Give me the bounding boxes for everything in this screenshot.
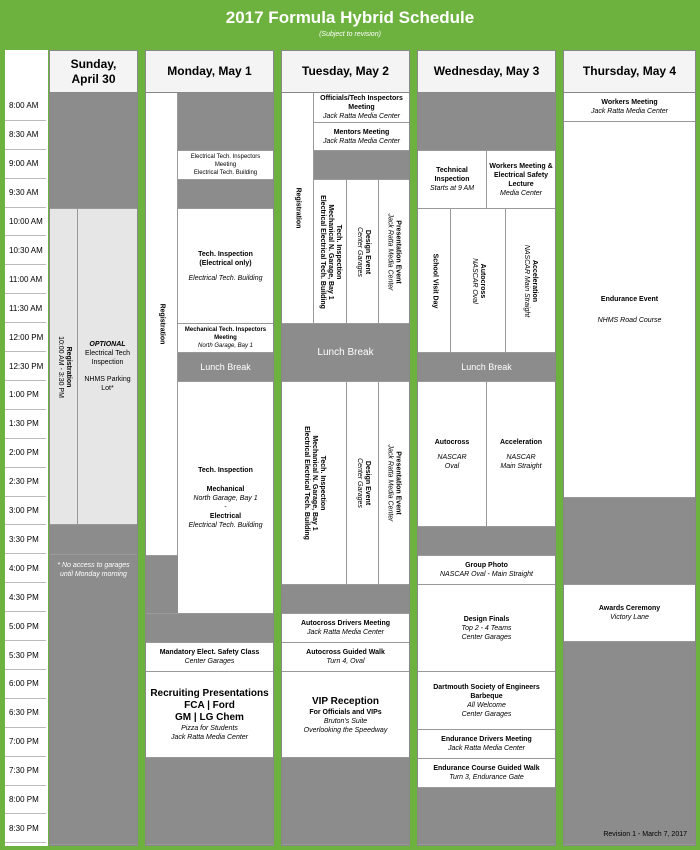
awards-ceremony [564, 585, 695, 642]
time-label: 10:00 AM [5, 208, 46, 237]
unscheduled-block [282, 758, 409, 845]
event-title: Recruiting Presentations [150, 687, 269, 699]
design-event-pm [347, 382, 379, 585]
event-location: Jack Ratta Media Center [590, 108, 669, 115]
event-subtitle: (Electrical only) [199, 259, 252, 267]
time-label: 12:30 PM [5, 352, 46, 381]
event-title: Workers Meeting & Electrical Safety Lecture [489, 162, 553, 188]
registration-block [282, 93, 314, 324]
lunch-break [418, 353, 555, 382]
time-label: 11:30 AM [5, 294, 46, 323]
revision-note: Revision 1 - March 7, 2017 [603, 831, 687, 838]
day-header-tuesday: Tuesday, May 2 [282, 51, 409, 93]
lunch-break [178, 353, 273, 382]
page-title: 2017 Formula Hybrid Schedule [225, 8, 475, 27]
registration-label: Registration [158, 303, 166, 345]
time-label: 7:30 PM [5, 757, 46, 786]
tech-inspection-pm [282, 382, 347, 585]
unscheduled-block [178, 93, 273, 151]
event-title: Officials/Tech Inspectors Meeting [320, 95, 403, 111]
time-label: 1:30 PM [5, 410, 46, 439]
event-location: Jack Ratta Media Center [170, 733, 249, 741]
event-location-detail: Oval [444, 462, 460, 470]
event-location: Victory Lane [610, 614, 649, 621]
time-label: 4:30 PM [5, 583, 46, 612]
event-title: Presentation Event [395, 219, 403, 284]
unscheduled-block [314, 151, 409, 180]
acceleration-pm [487, 382, 555, 527]
acceleration-am [506, 209, 555, 353]
unscheduled-block [564, 642, 695, 845]
event-subtitle: Top 2 - 4 Teams [461, 624, 512, 632]
garage-note: * No access to garages until Monday morning [57, 562, 130, 578]
workers-meeting-lecture [487, 151, 555, 209]
time-label: 1:00 PM [5, 381, 46, 410]
event-location: Turn 3, Endurance Gate [449, 774, 524, 781]
vip-reception [282, 672, 409, 758]
lunch-break [282, 324, 409, 382]
time-label: 3:00 PM [5, 497, 46, 526]
electrical-label: Electrical Electrical Tech. Building [319, 194, 327, 309]
mechanical-location: North Garage, Bay 1 [193, 494, 258, 502]
event-note: Pizza for Students [181, 724, 238, 732]
day-header-sunday: Sunday, April 30 [50, 51, 137, 93]
time-label: 3:30 PM [5, 526, 46, 555]
event-title: Mandatory Elect. Safety Class [159, 649, 260, 656]
unscheduled-block [418, 788, 555, 845]
event-location: NHMS Road Course [597, 316, 662, 324]
event-location: Jack Ratta Media Center [306, 629, 385, 636]
page-subtitle: (Subject to revision) [319, 31, 381, 38]
mech-inspectors-meeting [178, 324, 273, 353]
unscheduled-block [146, 556, 178, 614]
event-subtitle: All Welcome [467, 701, 506, 709]
unscheduled-block [50, 93, 137, 209]
endurance-event [564, 122, 695, 498]
time-label: 4:00 PM [5, 554, 46, 583]
lunch-label: Lunch Break [317, 347, 374, 358]
time-label: 8:00 PM [5, 786, 46, 815]
tech-inspection-electrical [178, 209, 273, 324]
unscheduled-block [418, 527, 555, 556]
unscheduled-block [178, 180, 273, 209]
day-header-wednesday: Wednesday, May 3 [418, 51, 555, 93]
time-label: 6:00 PM [5, 670, 46, 699]
time-label: 8:30 PM [5, 815, 46, 844]
event-location: NASCAR [437, 453, 467, 461]
lunch-label: Lunch Break [200, 361, 251, 372]
lunch-label: Lunch Break [461, 361, 512, 372]
event-title: Autocross [434, 438, 470, 446]
meeting-title: Mechanical Tech. Inspectors Meeting [184, 327, 267, 341]
event-location: Jack Ratta Media Center [387, 444, 395, 522]
event-title: Tech. Inspection [335, 224, 343, 279]
optional-tech-block [78, 209, 137, 525]
unscheduled-block [146, 614, 273, 643]
time-label: 12:00 PM [5, 323, 46, 352]
event-location: NASCAR Main Straight [523, 244, 531, 317]
location-label: NHMS Parking Lot* [84, 376, 131, 392]
time-label: 10:30 AM [5, 237, 46, 266]
time-label: 7:00 PM [5, 728, 46, 757]
event-title: Autocross Drivers Meeting [300, 620, 391, 627]
event-location: Media Center [499, 189, 543, 197]
event-title: Design Event [363, 229, 371, 274]
event-title: Mentors Meeting [333, 128, 390, 136]
event-location: Jack Ratta Media Center [322, 137, 401, 145]
unscheduled-block [418, 93, 555, 151]
electrical-label: Electrical Electrical Tech. Building [303, 426, 311, 540]
presentation-event-am [379, 180, 409, 324]
day-column-sunday [49, 50, 138, 846]
time-column [5, 50, 48, 846]
day-column-thursday [563, 50, 696, 846]
event-location: Electrical Tech. Building [188, 274, 263, 282]
event-title: Acceleration [499, 438, 543, 446]
time-label: 9:30 AM [5, 179, 46, 208]
event-title: Group Photo [465, 562, 508, 569]
event-location: Center Garages [355, 458, 363, 508]
day-column-monday [145, 50, 274, 846]
design-finals [418, 585, 555, 672]
meeting-location: North Garage, Bay 1 [197, 343, 254, 349]
unscheduled-block [146, 758, 273, 845]
recruiting-presentations [146, 672, 273, 758]
tech-inspection-combined [178, 382, 273, 614]
event-location: Center Garages [461, 710, 512, 718]
registration-label: Registration [64, 346, 72, 387]
time-label: 2:30 PM [5, 468, 46, 497]
event-location: Center Garages [461, 633, 512, 641]
time-label: 11:00 AM [5, 265, 46, 294]
registration-block [146, 93, 178, 556]
event-title: Endurance Drivers Meeting [441, 736, 532, 743]
event-title: Dartmouth Society of Engineers Barbeque [433, 683, 540, 700]
day-column-wednesday [417, 50, 556, 846]
sponsors-line-2: GM | LG Chem [175, 711, 244, 723]
event-title: School Visit Day [431, 253, 439, 308]
presentation-event-pm [379, 382, 409, 585]
event-title: Design Finals [463, 615, 510, 623]
electrical-location: Electrical Tech. Building [188, 521, 263, 529]
meeting-title: Electrical Tech. Inspectors Meeting [190, 154, 261, 168]
autocross-drivers-meeting [282, 614, 409, 643]
day-header-thursday: Thursday, May 4 [564, 51, 695, 93]
technical-inspection [418, 151, 487, 209]
unscheduled-block [282, 585, 409, 614]
event-title: Workers Meeting [601, 99, 658, 106]
event-location: NASCAR Oval [470, 257, 478, 304]
meeting-location: Electrical Tech. Building [193, 170, 258, 176]
endurance-drivers-meeting [418, 730, 555, 759]
event-location: Jack Ratta Media Center [387, 212, 395, 291]
barbeque [418, 672, 555, 730]
time-label: 5:30 PM [5, 641, 46, 670]
time-label: 8:30 AM [5, 121, 46, 150]
note-block [50, 555, 137, 845]
day-header-monday: Monday, May 1 [146, 51, 273, 93]
event-location: Jack Ratta Media Center [322, 113, 401, 120]
event-title: Autocross Guided Walk [306, 649, 385, 656]
time-label: 2:00 PM [5, 439, 46, 468]
event-room: Bruton's Suite [323, 717, 368, 725]
separator-dash: - [224, 503, 227, 511]
time-label: 5:00 PM [5, 612, 46, 641]
event-title: Technical Inspection [434, 167, 470, 183]
event-title: VIP Reception [311, 695, 380, 707]
event-location: Overlooking the Speedway [303, 726, 388, 734]
school-visit-day [418, 209, 451, 353]
event-title: Design Event [363, 460, 371, 506]
elec-inspectors-meeting [178, 151, 273, 180]
event-location: NASCAR Oval - Main Straight [440, 571, 533, 578]
sponsors-line-1: FCA | Ford [184, 699, 235, 711]
electrical-label: Electrical [209, 512, 242, 520]
safety-class [146, 643, 273, 672]
registration-label: Registration [294, 187, 302, 229]
group-photo [418, 556, 555, 585]
event-subtitle: Starts at 9 AM [429, 185, 475, 192]
endurance-guided-walk [418, 759, 555, 788]
officials-meeting [314, 93, 409, 123]
event-title: Tech. Inspection [198, 466, 253, 474]
time-label: 8:00 AM [5, 92, 46, 121]
tech-label: Electrical Tech Inspection [84, 350, 130, 366]
unscheduled-block [564, 498, 695, 585]
unscheduled-block [50, 525, 137, 555]
time-label: 9:00 AM [5, 150, 46, 179]
registration-block [50, 209, 78, 525]
event-title: Acceleration [531, 259, 539, 302]
day-column-tuesday [281, 50, 410, 846]
event-title: Autocross [478, 263, 486, 298]
mentors-meeting [314, 123, 409, 151]
optional-label: OPTIONAL [89, 341, 126, 348]
event-title: Presentation Event [395, 451, 403, 515]
registration-time: 10:00 AM - 3:30 PM [56, 335, 64, 398]
mechanical-label: Mechanical [206, 485, 245, 493]
event-subtitle: For Officials and VIPs [309, 708, 382, 716]
event-title: Awards Ceremony [598, 605, 661, 612]
event-title: Endurance Course Guided Walk [433, 765, 540, 772]
time-label: 6:30 PM [5, 699, 46, 728]
event-location: Center Garages [355, 226, 363, 277]
event-location: Turn 4, Oval [326, 658, 365, 665]
event-title: Endurance Event [600, 295, 659, 303]
event-location: Center Garages [184, 658, 235, 665]
event-location: NASCAR [506, 453, 536, 461]
autocross-pm [418, 382, 487, 527]
mechanical-label: Mechanical N. Garage, Bay 1 [311, 435, 319, 531]
autocross-am [451, 209, 506, 353]
workers-meeting [564, 93, 695, 122]
mechanical-label: Mechanical N. Garage, Bay 1 [327, 203, 335, 300]
event-location: Jack Ratta Media Center [447, 745, 526, 752]
design-event-am [347, 180, 379, 324]
event-title: Tech. Inspection [319, 455, 327, 511]
event-location-detail: Main Straight [500, 462, 542, 470]
tech-inspection-am [314, 180, 347, 324]
autocross-guided-walk [282, 643, 409, 672]
event-title: Tech. Inspection [198, 250, 253, 258]
